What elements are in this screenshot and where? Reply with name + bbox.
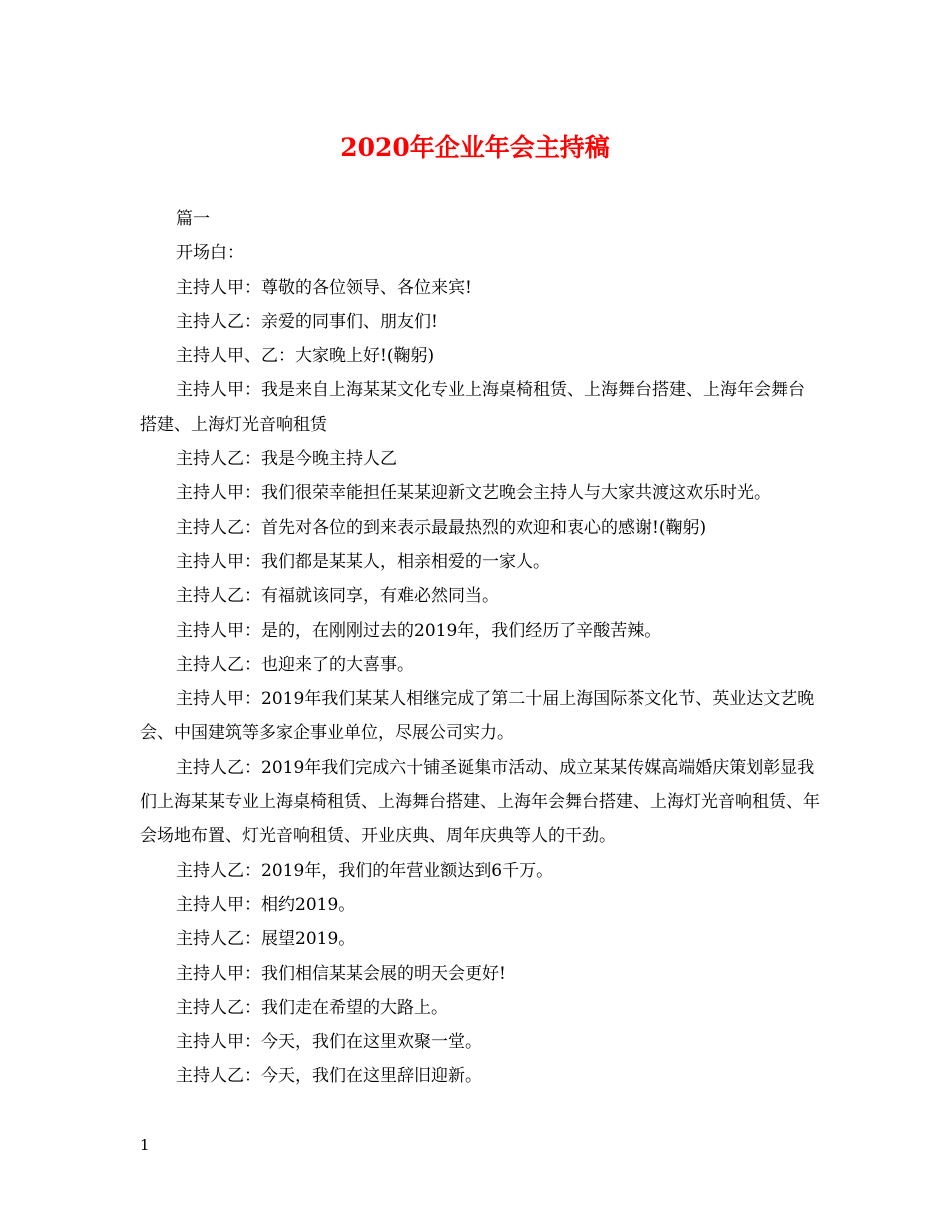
paragraph: 篇一 bbox=[176, 209, 210, 229]
document-body bbox=[140, 202, 820, 1094]
paragraph: 主持人乙：2019年我们完成六十铺圣诞集市活动、成立某某传媒高端婚庆策划彰显我们上海某某专业上海桌椅租赁、上海舞台搭建、上海年会舞台搭建、上海灯光音响租赁、年会场地布置、灯光音响租赁、开业庆典、周年庆典等人的干劲。 bbox=[140, 757, 820, 847]
paragraph: 主持人甲：相约2019。 bbox=[176, 894, 356, 915]
paragraph: 主持人甲：我是来自上海某某文化专业上海桌椅租赁、上海舞台搭建、上海年会舞台搭建、上海灯光音响租赁 bbox=[140, 380, 805, 435]
paragraph: 主持人甲：今天，我们在这里欢聚一堂。 bbox=[176, 1032, 482, 1053]
paragraph: 主持人乙：2019年，我们的年营业额达到6千万。 bbox=[176, 860, 554, 881]
paragraph: 主持人甲：尊敬的各位领导、各位来宾! bbox=[176, 277, 472, 298]
document-title: 2020年企业年会主持稿 bbox=[340, 133, 610, 162]
paragraph: 主持人乙：今天，我们在这里辞旧迎新。 bbox=[176, 1066, 482, 1087]
paragraph: 主持人甲、乙：大家晚上好!(鞠躬) bbox=[176, 346, 435, 367]
paragraph: 主持人乙：我们走在希望的大路上。 bbox=[176, 997, 448, 1018]
paragraph: 主持人甲：我们相信某某会展的明天会更好! bbox=[176, 963, 506, 984]
paragraph: 主持人乙：亲爱的同事们、朋友们! bbox=[176, 311, 438, 332]
page-number: 1 bbox=[140, 1136, 150, 1154]
paragraph: 主持人甲：2019年我们某某人相继完成了第二十届上海国际茶文化节、英业达文艺晚会、中国建筑等多家企事业单位，尽展公司实力。 bbox=[140, 689, 815, 744]
paragraph: 主持人甲：我们很荣幸能担任某某迎新文艺晚会主持人与大家共渡这欢乐时光。 bbox=[176, 483, 771, 504]
paragraph: 主持人乙：有福就该同享，有难必然同当。 bbox=[176, 586, 499, 607]
paragraph: 主持人甲：是的，在刚刚过去的2019年，我们经历了辛酸苦辣。 bbox=[176, 620, 662, 641]
paragraph: 主持人乙：也迎来了的大喜事。 bbox=[176, 654, 414, 675]
paragraph: 开场白： bbox=[176, 243, 244, 264]
paragraph: 主持人乙：我是今晚主持人乙 bbox=[176, 449, 397, 470]
paragraph: 主持人乙：展望2019。 bbox=[176, 929, 356, 950]
paragraph: 主持人乙：首先对各位的到来表示最最热烈的欢迎和衷心的感谢!(鞠躬) bbox=[176, 517, 707, 538]
paragraph: 主持人甲：我们都是某某人，相亲相爱的一家人。 bbox=[176, 551, 550, 572]
